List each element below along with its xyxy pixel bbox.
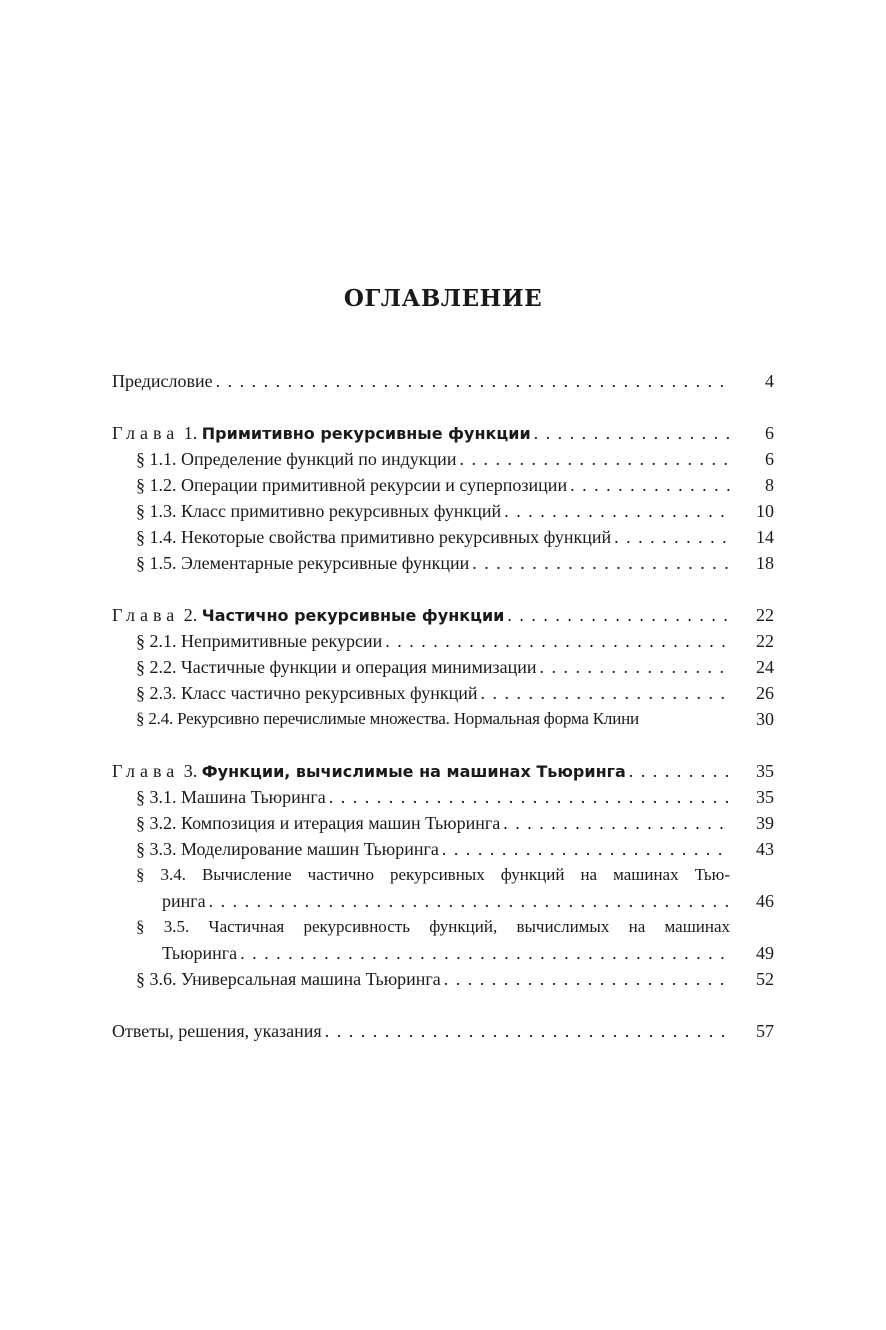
leader-dots <box>481 680 731 706</box>
leader-dots <box>444 966 730 992</box>
section-number: § 2.1. <box>136 631 177 651</box>
toc-section-2-1[interactable] <box>112 628 774 654</box>
section-title-line2: Тьюринга <box>162 940 240 966</box>
toc-section-1-2[interactable] <box>112 472 774 498</box>
section-title: Элементарные рекурсивные функции <box>181 553 470 573</box>
leader-dots <box>472 550 730 576</box>
toc-section-1-4[interactable] <box>112 524 774 550</box>
toc-section-1-1[interactable] <box>112 446 774 472</box>
section-title: Класс примитивно рекурсивных функций <box>181 501 502 521</box>
toc-section-3-1[interactable] <box>112 784 774 810</box>
leader-dots <box>629 758 730 785</box>
toc-section-3-2[interactable] <box>112 810 774 836</box>
table-of-contents <box>112 368 774 1044</box>
section-number: § 3.5. <box>136 917 190 936</box>
section-number: § 3.3. <box>136 839 177 859</box>
section-number: § 3.6. <box>136 969 177 989</box>
toc-entry-preface[interactable] <box>112 368 774 394</box>
leader-dots <box>325 1018 730 1044</box>
page-number: 6 <box>765 449 774 469</box>
toc-section-3-6[interactable] <box>112 966 774 992</box>
leader-dots <box>329 784 730 810</box>
leader-dots <box>209 888 730 914</box>
chapter-label: Глава <box>112 761 180 781</box>
page-number: 39 <box>756 813 774 833</box>
page-number: 43 <box>756 839 774 859</box>
toc-section-2-3[interactable] <box>112 680 774 706</box>
page-number: 30 <box>756 709 774 729</box>
section-number: § 1.4. <box>136 527 177 547</box>
section-number: § 1.5. <box>136 553 177 573</box>
leader-dots <box>540 654 730 680</box>
section-title: Композиция и итерация машин Тьюринга <box>181 813 501 833</box>
section-title: Универсальная машина Тьюринга <box>181 969 441 989</box>
section-title: Операции примитивной рекурсии и суперпозиции <box>181 475 568 495</box>
page-number: 14 <box>756 527 774 547</box>
section-number: § 2.4. <box>136 709 174 728</box>
section-number: § 2.3. <box>136 683 177 703</box>
section-title: Непримитивные рекурсии <box>181 631 383 651</box>
toc-section-2-4[interactable] <box>112 706 774 732</box>
section-number: § 1.2. <box>136 475 177 495</box>
toc-entry-text: Предисловие <box>112 368 216 394</box>
page-number: 46 <box>756 891 774 911</box>
toc-section-3-4[interactable] <box>112 862 774 914</box>
section-title-line2: ринга <box>162 888 209 914</box>
section-title: Некоторые свойства примитивно рекурсивных функций <box>181 527 612 547</box>
page-number: 57 <box>756 1021 774 1041</box>
section-title: Машина Тьюринга <box>181 787 326 807</box>
leader-dots <box>503 810 730 836</box>
page-title: ОГЛАВЛЕНИЕ <box>343 285 543 312</box>
section-title-line1: Вычисление частично рекурсивных функций на машинах Тью- <box>201 865 730 884</box>
chapter-number: 1. <box>183 423 198 443</box>
page-number: 22 <box>756 631 774 651</box>
page-number: 35 <box>756 761 774 781</box>
chapter-number: 3. <box>183 761 198 781</box>
section-number: § 1.3. <box>136 501 177 521</box>
toc-chapter-2[interactable] <box>112 602 774 628</box>
section-title: Моделирование машин Тьюринга <box>181 839 439 859</box>
leader-dots <box>240 940 730 966</box>
toc-chapter-1[interactable] <box>112 420 774 446</box>
section-title: Класс частично рекурсивных функций <box>181 683 478 703</box>
page-number: 4 <box>765 371 774 391</box>
leader-dots <box>459 446 730 472</box>
toc-chapter-3[interactable] <box>112 758 774 784</box>
section-number: § 3.2. <box>136 813 177 833</box>
page-number: 24 <box>756 657 774 677</box>
chapter-label: Глава <box>112 605 180 625</box>
leader-dots <box>614 524 730 550</box>
toc-section-1-3[interactable] <box>112 498 774 524</box>
toc-section-3-3[interactable] <box>112 836 774 862</box>
leader-dots <box>570 472 730 498</box>
page-number: 52 <box>756 969 774 989</box>
page-number: 18 <box>756 553 774 573</box>
leader-dots <box>216 368 730 394</box>
section-title: Определение функций по индукции <box>181 449 457 469</box>
section-number: § 3.4. <box>136 865 186 884</box>
toc-entry-answers[interactable] <box>112 1018 774 1044</box>
toc-section-2-2[interactable] <box>112 654 774 680</box>
toc-section-3-5[interactable] <box>112 914 774 966</box>
toc-entry-text: Ответы, решения, указания <box>112 1018 325 1044</box>
section-number: § 2.2. <box>136 657 177 677</box>
toc-section-1-5[interactable] <box>112 550 774 576</box>
chapter-title: Частично рекурсивные функции <box>201 606 505 625</box>
page-number: 35 <box>756 787 774 807</box>
page-number: 10 <box>756 501 774 521</box>
leader-dots <box>504 498 730 524</box>
leader-dots <box>534 420 730 447</box>
section-number: § 3.1. <box>136 787 177 807</box>
section-number: § 1.1. <box>136 449 177 469</box>
chapter-number: 2. <box>183 605 198 625</box>
leader-dots <box>507 602 730 629</box>
page-number: 22 <box>756 605 774 625</box>
page-number: 26 <box>756 683 774 703</box>
leader-dots <box>442 836 730 862</box>
chapter-title: Примитивно рекурсивные функции <box>201 424 531 443</box>
chapter-title: Функции, вычислимые на машинах Тьюринга <box>201 762 626 781</box>
chapter-label: Глава <box>112 423 180 443</box>
leader-dots <box>385 628 730 654</box>
page-number: 8 <box>765 475 774 495</box>
page-number: 49 <box>756 943 774 963</box>
section-title: Рекурсивно перечислимые множества. Нормальная форма Клини <box>177 709 639 728</box>
page-number: 6 <box>765 423 774 443</box>
section-title-line1: Частичная рекурсивность функций, вычислимых на машинах <box>208 917 731 936</box>
section-title: Частичные функции и операция минимизации <box>181 657 537 677</box>
